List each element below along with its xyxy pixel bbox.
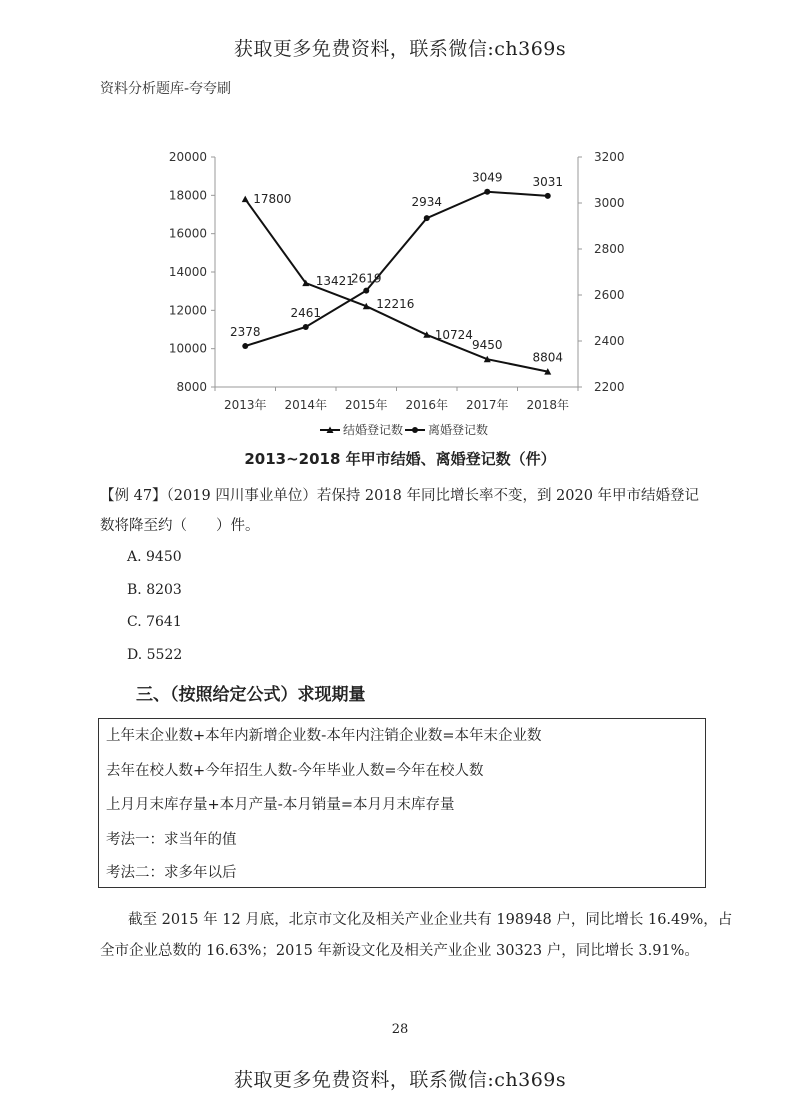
divorce-point (545, 193, 551, 199)
watermark-top: 获取更多免费资料，联系微信:ch369s (233, 38, 567, 60)
divorce-data-label: 2461 (290, 305, 322, 320)
option-b[interactable]: B. 8203 (127, 582, 182, 598)
x-tick-label: 2014年 (284, 398, 328, 412)
divorce-data-label: 3049 (471, 170, 503, 185)
marriage-data-label: 9450 (471, 338, 503, 353)
option-c[interactable]: C. 7641 (127, 614, 182, 630)
marriage-data-label: 13421 (315, 274, 354, 289)
passage-line-1: 截至 2015 年 12 月底，北京市文化及相关产业企业共有 198948 户，同比增长 16.49%，占 (128, 912, 733, 928)
chart-title: 2013~2018 年甲市结婚、离婚登记数（件） (244, 450, 556, 468)
right-tick-label: 3000 (594, 196, 625, 210)
marriage-data-label: 8804 (532, 350, 564, 365)
marriage-data-label: 17800 (253, 192, 292, 207)
x-tick-label: 2018年 (526, 398, 570, 412)
legend-marriage-label: 结婚登记数 (343, 423, 404, 437)
right-tick-label: 3200 (594, 150, 625, 164)
formula-line-4: 考法一：求当年的值 (106, 832, 237, 848)
divorce-point (363, 288, 369, 294)
divorce-data-label: 2934 (411, 195, 443, 210)
x-tick-label: 2013年 (223, 398, 267, 412)
divorce-point (242, 343, 248, 349)
series-line-divorce (245, 192, 548, 346)
right-tick-label: 2200 (594, 380, 625, 394)
header-title: 资料分析题库-夸夸刷 (100, 81, 232, 97)
right-tick-label: 2400 (594, 334, 625, 348)
formula-line-5: 考法二：求多年以后 (106, 865, 237, 881)
x-tick-label: 2016年 (405, 398, 449, 412)
right-tick-label: 2600 (594, 288, 625, 302)
left-tick-label: 18000 (168, 188, 207, 203)
divorce-data-label: 3031 (532, 174, 564, 189)
left-tick-label: 12000 (168, 303, 207, 318)
legend-divorce-marker (412, 427, 418, 433)
left-tick-label: 10000 (168, 341, 207, 356)
page-number: 28 (391, 1022, 409, 1037)
formula-line-3: 上月月末库存量+本月产量-本月销量=本月月末库存量 (106, 797, 455, 813)
formula-line-1: 上年末企业数+本年内新增企业数-本年内注销企业数=本年末企业数 (106, 728, 542, 744)
divorce-point (303, 324, 309, 330)
question-line-1: 【例 47】（2019 四川事业单位）若保持 2018 年同比增长率不变，到 2020 年甲市结婚登记 (100, 488, 700, 504)
left-tick-label: 8000 (176, 380, 207, 394)
question-line-2: 数将降至约（ ）件。 (100, 518, 260, 534)
x-tick-label: 2017年 (465, 398, 509, 412)
option-d[interactable]: D. 5522 (127, 647, 183, 663)
option-a[interactable]: A. 9450 (127, 549, 182, 565)
right-tick-label: 2800 (594, 242, 625, 256)
chart-root (169, 150, 625, 437)
divorce-data-label: 2378 (229, 325, 261, 340)
divorce-point (484, 189, 490, 195)
formula-line-2: 去年在校人数+今年招生人数-今年毕业人数=今年在校人数 (106, 763, 484, 779)
marriage-data-label: 10724 (434, 327, 473, 342)
x-tick-label: 2015年 (344, 398, 388, 412)
left-tick-label: 14000 (168, 265, 207, 279)
watermark-bottom: 获取更多免费资料，联系微信:ch369s (233, 1069, 567, 1091)
legend-divorce-label: 离婚登记数 (428, 423, 489, 437)
line-chart (0, 140, 800, 440)
marriage-point (242, 196, 249, 203)
left-tick-label: 20000 (168, 150, 207, 164)
divorce-point (424, 215, 430, 221)
left-tick-label: 16000 (168, 226, 207, 241)
marriage-data-label: 12216 (376, 297, 415, 312)
divorce-data-label: 2619 (350, 271, 382, 286)
passage-line-2: 全市企业总数的 16.63%；2015 年新设文化及相关产业企业 30323 户，同比增长 3.91%。 (100, 943, 699, 959)
section-title: 三、（按照给定公式）求现期量 (136, 685, 366, 705)
